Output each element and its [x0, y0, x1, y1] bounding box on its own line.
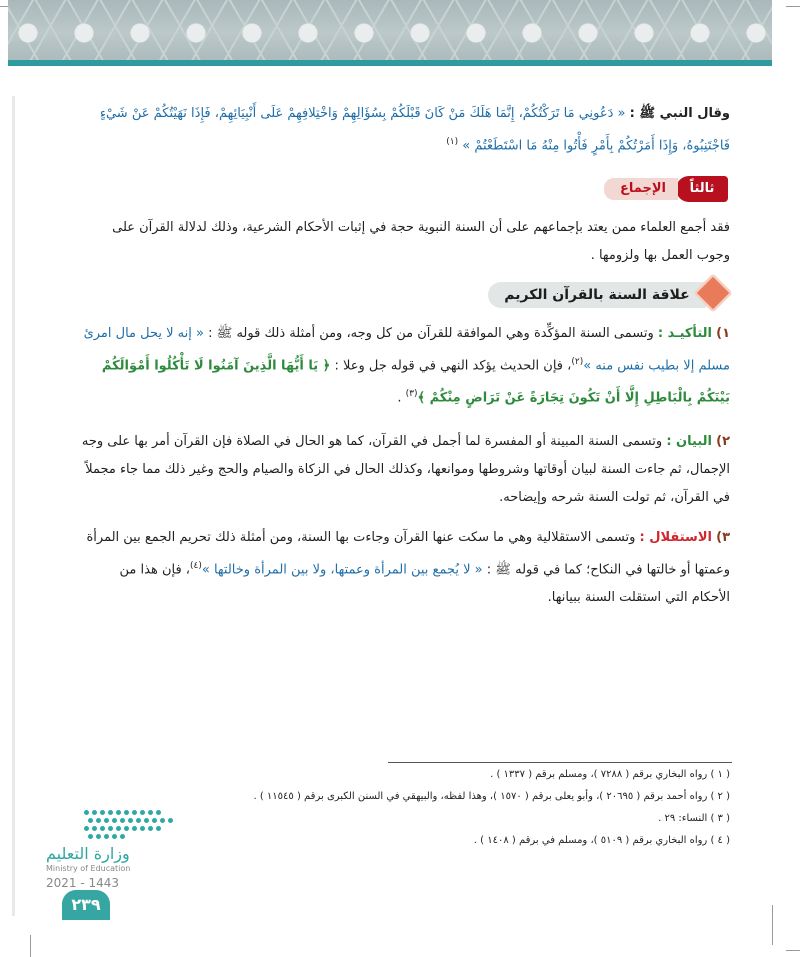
ministry-logo — [40, 806, 170, 896]
hadith-paragraph — [80, 100, 730, 160]
logo-dots-icon — [84, 806, 176, 842]
section-badge — [592, 174, 728, 204]
ministry-name-en: Ministry of Education — [46, 864, 131, 873]
item-term: التأكيـد : — [657, 326, 712, 341]
section-heading-text: علاقة السنة بالقرآن الكريم — [488, 282, 706, 308]
item-number: ١ — [722, 326, 730, 341]
list-item: ٣) الاستقلال : وتسمى الاستقلالية وهي ما سكت عنها القرآن وجاءت بها السنة، ومن أمثلة ذلك تحريم الجمع بين المرأة وعمتها أو خالتها في النكاح؛ كما في قوله ﷺ : « لا يُجمع بين المرأة وعمتها، ولا بين المرأة وخالتها »$^{(٤)}$، فإن هذا من الأحكام التي استقلت السنة ببيانها. — [86, 530, 730, 606]
ijma-text: فقد أجمع العلماء ممن يعتد بإجماعهم على أن السنة النبوية حجة في إثبات الأحكام الشرعية، وذلك لدلالة القرآن على وجوب العمل بها ولزومها . — [112, 220, 730, 263]
footnote: ( ٢ ) رواه أحمد برقم ( ٢٠٦٩٥ )، وأبو يعلى برقم ( ١٥٧٠ )، وهذا لفظه، والبيهقي في السنن الكبرى برقم ( ١١٥٤٥ ) . — [253, 791, 730, 802]
crop-mark — [772, 905, 773, 945]
paragraph-lead: وقال النبي ﷺ : — [629, 106, 730, 121]
item-end: . — [397, 390, 406, 406]
section-heading — [478, 276, 730, 312]
decorative-header — [8, 0, 772, 66]
crop-mark — [786, 950, 800, 951]
footnote-ref: (٣) — [405, 389, 418, 400]
footnote: ( ٣ ) النساء: ٢٩ . — [658, 813, 730, 824]
footnote-ref: (٤) — [190, 561, 202, 571]
list-item: ١) التأكيـد : وتسمى السنة المؤكِّدة وهي الموافقة للقرآن من كل وجه، ومن أمثلة ذلك قوله ﷺ : « إنه لا يحل مال امرئ مسلم إلا بطيب نفس منه »$^{(٢)}$، فإن الحديث يؤكد النهي في قوله جل وعلا : ﴿ يَا أَيُّهَا الَّذِينَ آمَنُوا لَا تَأْكُلُوا أَمْوَالَكُمْ بَيْنَكُمْ بِالْبَاطِلِ إِلَّا أَنْ تَكُونَ تِجَارَةً عَنْ تَرَاضٍ مِنْكُمْ ﴾$^{(٣)}$ . — [83, 326, 730, 406]
footnote: ( ٤ ) رواه البخاري برقم ( ٥١٠٩ )، ومسلم في برقم ( ١٤٠٨ ) . — [473, 835, 730, 846]
side-rule — [12, 96, 15, 916]
footnote-ref: (٢) — [571, 357, 584, 367]
ministry-name-ar: وزارة التعليم — [46, 844, 130, 863]
badge-label: الإجماع — [604, 178, 678, 200]
hadith-text: « دَعُونِي مَا تَرَكْتُكُمْ، إِنَّمَا هَلَكَ مَنْ كَانَ قَبْلَكُمْ بِسُؤَالِهِمْ وَاخْتِلافِهِمْ عَلَى أَنْبِيَائِهِمْ، فَإِذَا نَهَيْتُكُمْ عَنْ شَيْءٍ فَاجْتَنِبُوهُ، وَإِذَا أَمَرْتُكُمْ بِأَمْرٍ فَأْتُوا مِنْهُ مَا اسْتَطَعْتُمْ » — [99, 106, 730, 154]
crop-mark — [786, 6, 800, 7]
edition-year: 2021 - 1443 — [46, 876, 120, 890]
page-number: ٢٣٩ — [62, 890, 110, 920]
item-term: الاستقلال : — [639, 530, 712, 545]
hadith-text: « إنه لا يحل مال امرئ مسلم إلا بطيب نفس منه » — [83, 326, 730, 374]
item-text: وتسمى السنة المبينة أو المفسرة لما أجمل في القرآن، كما هو الحال في الصلاة فإن القرآن أمر بها على وجه الإجمال، ثم جاءت السنة لبيان أوقاتها وشروطها وموانعها، وكذلك الحال في الزكاة والصيام والحج وغير ذلك مما جاء مجملاً في القرآن، ثم تولت السنة شرحه وإيضاحه. — [81, 434, 730, 505]
list-item: ٢) البيان : وتسمى السنة المبينة أو المفسرة لما أجمل في القرآن، كما هو الحال في الصلاة فإن القرآن أمر بها على وجه الإجمال، ثم جاءت السنة لبيان أوقاتها وشروطها وموانعها، وكذلك الحال في الزكاة والصيام والحج وغير ذلك مما جاء مجملاً في القرآن، ثم تولت السنة شرحه وإيضاحه. — [81, 434, 730, 505]
item-term: البيان : — [666, 434, 712, 449]
header-strip — [8, 60, 772, 66]
footnotes — [80, 764, 730, 852]
item-text: وتسمى السنة المؤكِّدة وهي الموافقة للقرآن من كل وجه، ومن أمثلة ذلك قوله ﷺ : — [208, 326, 654, 341]
item-text: وتسمى الاستقلالية وهي ما سكت عنها القرآن وجاءت بها السنة، ومن أمثلة ذلك تحريم الجمع بين المرأة وعمتها أو خالتها في النكاح؛ كما في قوله ﷺ : — [86, 530, 730, 578]
crop-mark — [30, 935, 31, 957]
footnote-divider — [388, 762, 732, 763]
hadith-text: « لا يُجمع بين المرأة وعمتها، ولا بين المرأة وخالتها » — [201, 562, 483, 578]
footnote: ( ١ ) رواه البخاري برقم ( ٧٢٨٨ )، ومسلم برقم ( ١٣٣٧ ) . — [490, 769, 730, 780]
item-text: ، فإن هذا من الأحكام التي استقلت السنة ببيانها. — [119, 562, 730, 606]
item-number: ٣ — [722, 530, 730, 545]
ijma-paragraph — [80, 214, 730, 270]
badge-number: ثالثاً — [676, 176, 728, 202]
footnote-ref: (١) — [446, 137, 459, 147]
item-text: ، فإن الحديث يؤكد النهي في قوله جل وعلا : — [334, 358, 572, 374]
item-number: ٢ — [722, 434, 730, 449]
quran-verse: ﴿ يَا أَيُّهَا الَّذِينَ آمَنُوا لَا تَأْكُلُوا أَمْوَالَكُمْ بَيْنَكُمْ بِالْبَاطِلِ إِلَّا أَنْ تَكُونَ تِجَارَةً عَنْ تَرَاضٍ مِنْكُمْ ﴾ — [101, 358, 730, 406]
